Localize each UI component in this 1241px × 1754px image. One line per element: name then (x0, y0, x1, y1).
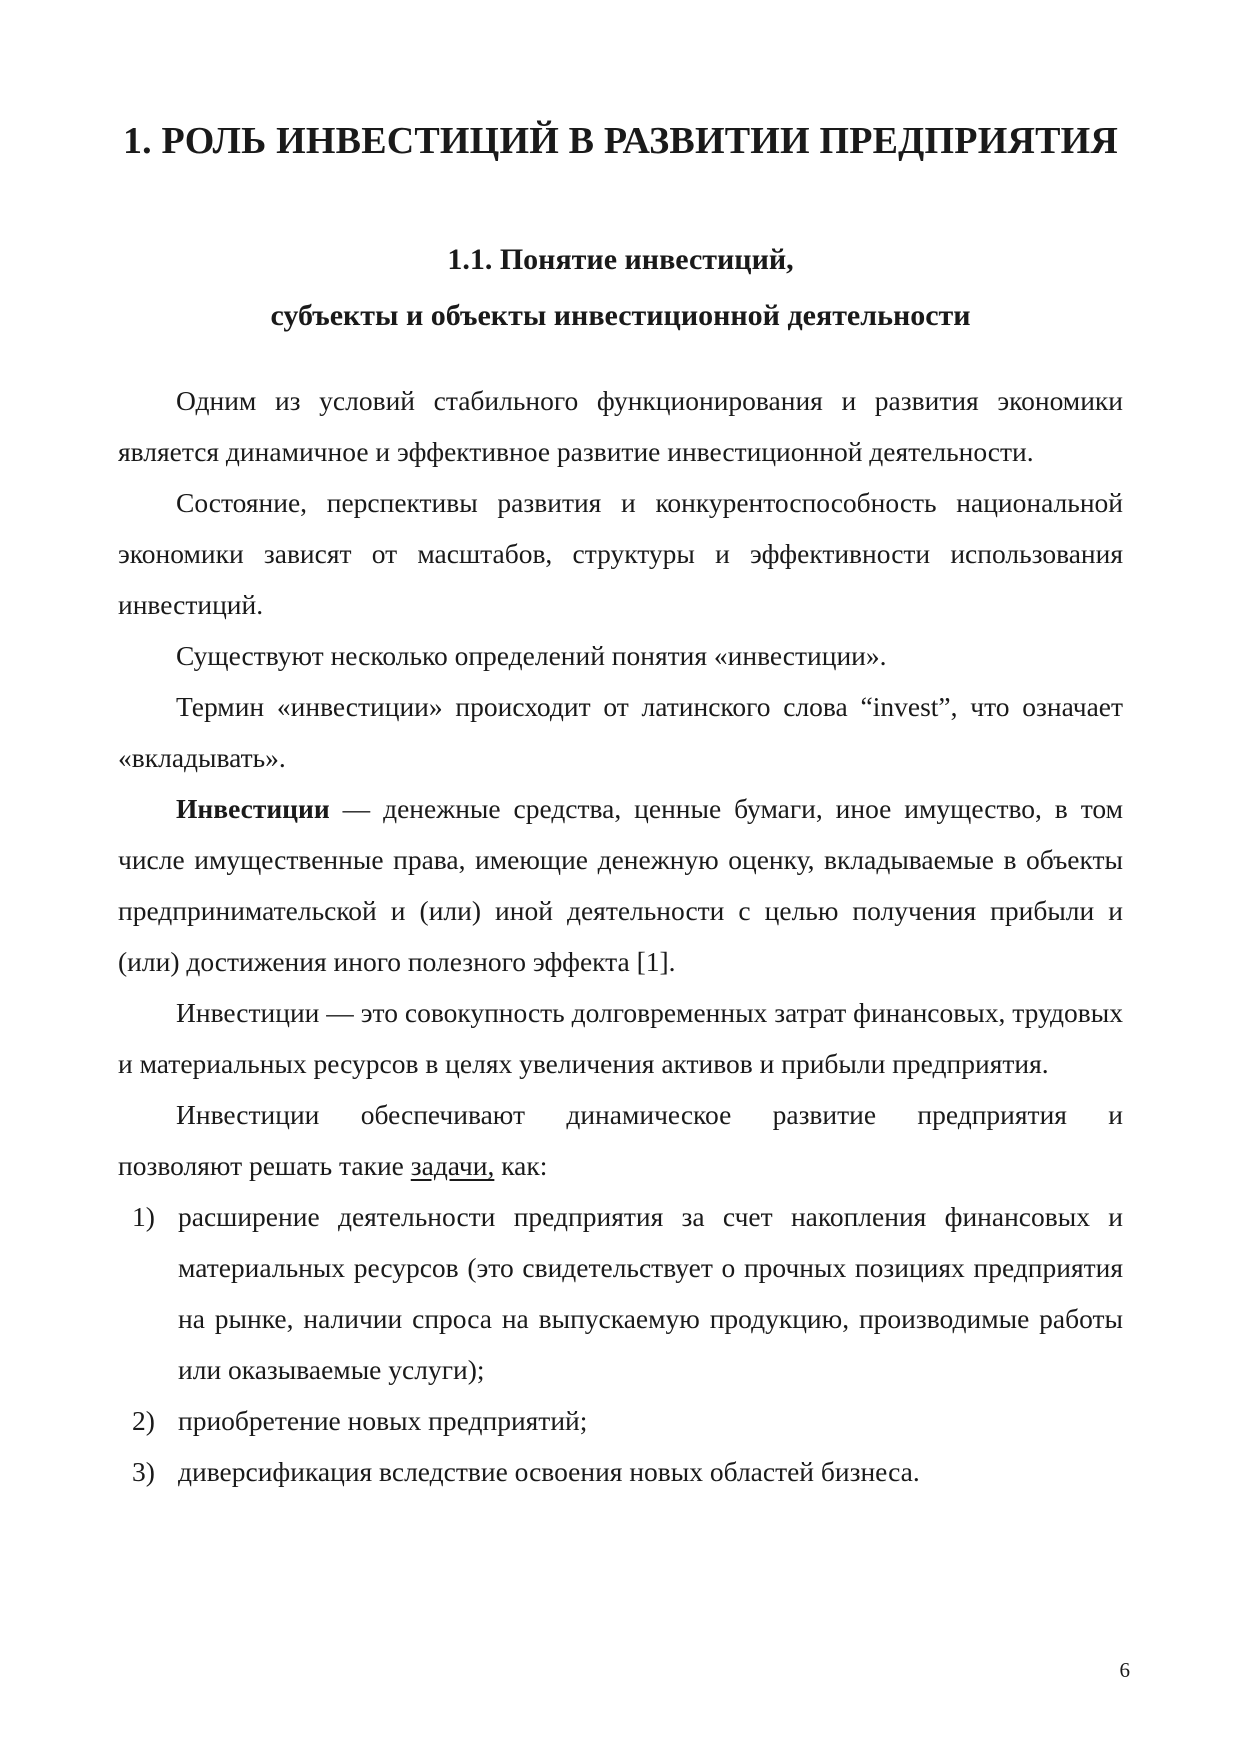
tasks-list (118, 1191, 1123, 1497)
paragraph-7-line-2 (118, 1140, 1123, 1191)
paragraph-4: Термин «инвестиции» происходит от латинского слова “invest”, что означает «вкладывать». (118, 691, 1123, 773)
paragraph-2: Состояние, перспективы развития и конкурентоспособность национальной экономики зависят от масштабов, структуры и эффективности использования инвестиций. (118, 487, 1123, 620)
list-item (118, 1395, 1123, 1446)
paragraph-7-line-1: Инвестиции обеспечивают динамическое развитие предприятия и (176, 1099, 1123, 1130)
paragraph-7-text-before: позволяют решать такие (118, 1150, 411, 1181)
section-title (0, 232, 1241, 344)
section-title-line-1: 1.1. Понятие инвестиций, (447, 243, 794, 276)
list-item-number: 1) (132, 1201, 155, 1232)
list-item (118, 1191, 1123, 1395)
list-item-number: 3) (132, 1456, 155, 1487)
list-item-text: расширение деятельности предприятия за счет накопления финансовых и материальных ресурсов (это свидетельствует о прочных позициях предприятия на рынке, наличии спроса на выпускаемую продукцию, производимые работы или оказываемые услуги); (178, 1201, 1123, 1385)
chapter-title: 1. РОЛЬ ИНВЕСТИЦИЙ В РАЗВИТИИ ПРЕДПРИЯТИЯ (122, 120, 1119, 162)
paragraph-1: Одним из условий стабильного функционирования и развития экономики является динамичное и эффективное развитие инвестиционной деятельности. (118, 385, 1123, 467)
list-item-text: приобретение новых предприятий; (178, 1405, 588, 1436)
body-text (118, 375, 1123, 1497)
page-number: 6 (1119, 1658, 1130, 1682)
term-investments: Инвестиции (176, 793, 330, 824)
paragraph-5 (118, 783, 1123, 987)
section-title-line-2: субъекты и объекты инвестиционной деятельности (270, 299, 971, 332)
paragraph-3: Существуют несколько определений понятия «инвестиции». (176, 640, 887, 671)
list-item-number: 2) (132, 1405, 155, 1436)
paragraph-6: Инвестиции — это совокупность долговременных затрат финансовых, трудовых и материальных ресурсов в целях увеличения активов и прибыли предприятия. (118, 997, 1123, 1079)
list-item-text: диверсификация вследствие освоения новых областей бизнеса. (178, 1456, 920, 1487)
tasks-underlined-word: задачи, (410, 1150, 495, 1181)
paragraph-7-text-after: как: (494, 1150, 548, 1181)
list-item (118, 1446, 1123, 1497)
paragraph-5-text: — денежные средства, ценные бумаги, иное имущество, в том числе имущественные права, имеющие денежную оценку, вкладываемые в объекты предпринимательской и (или) иной деятельности с целью получения прибыли и (или) достижения иного полезного эффекта [1]. (118, 793, 1123, 977)
